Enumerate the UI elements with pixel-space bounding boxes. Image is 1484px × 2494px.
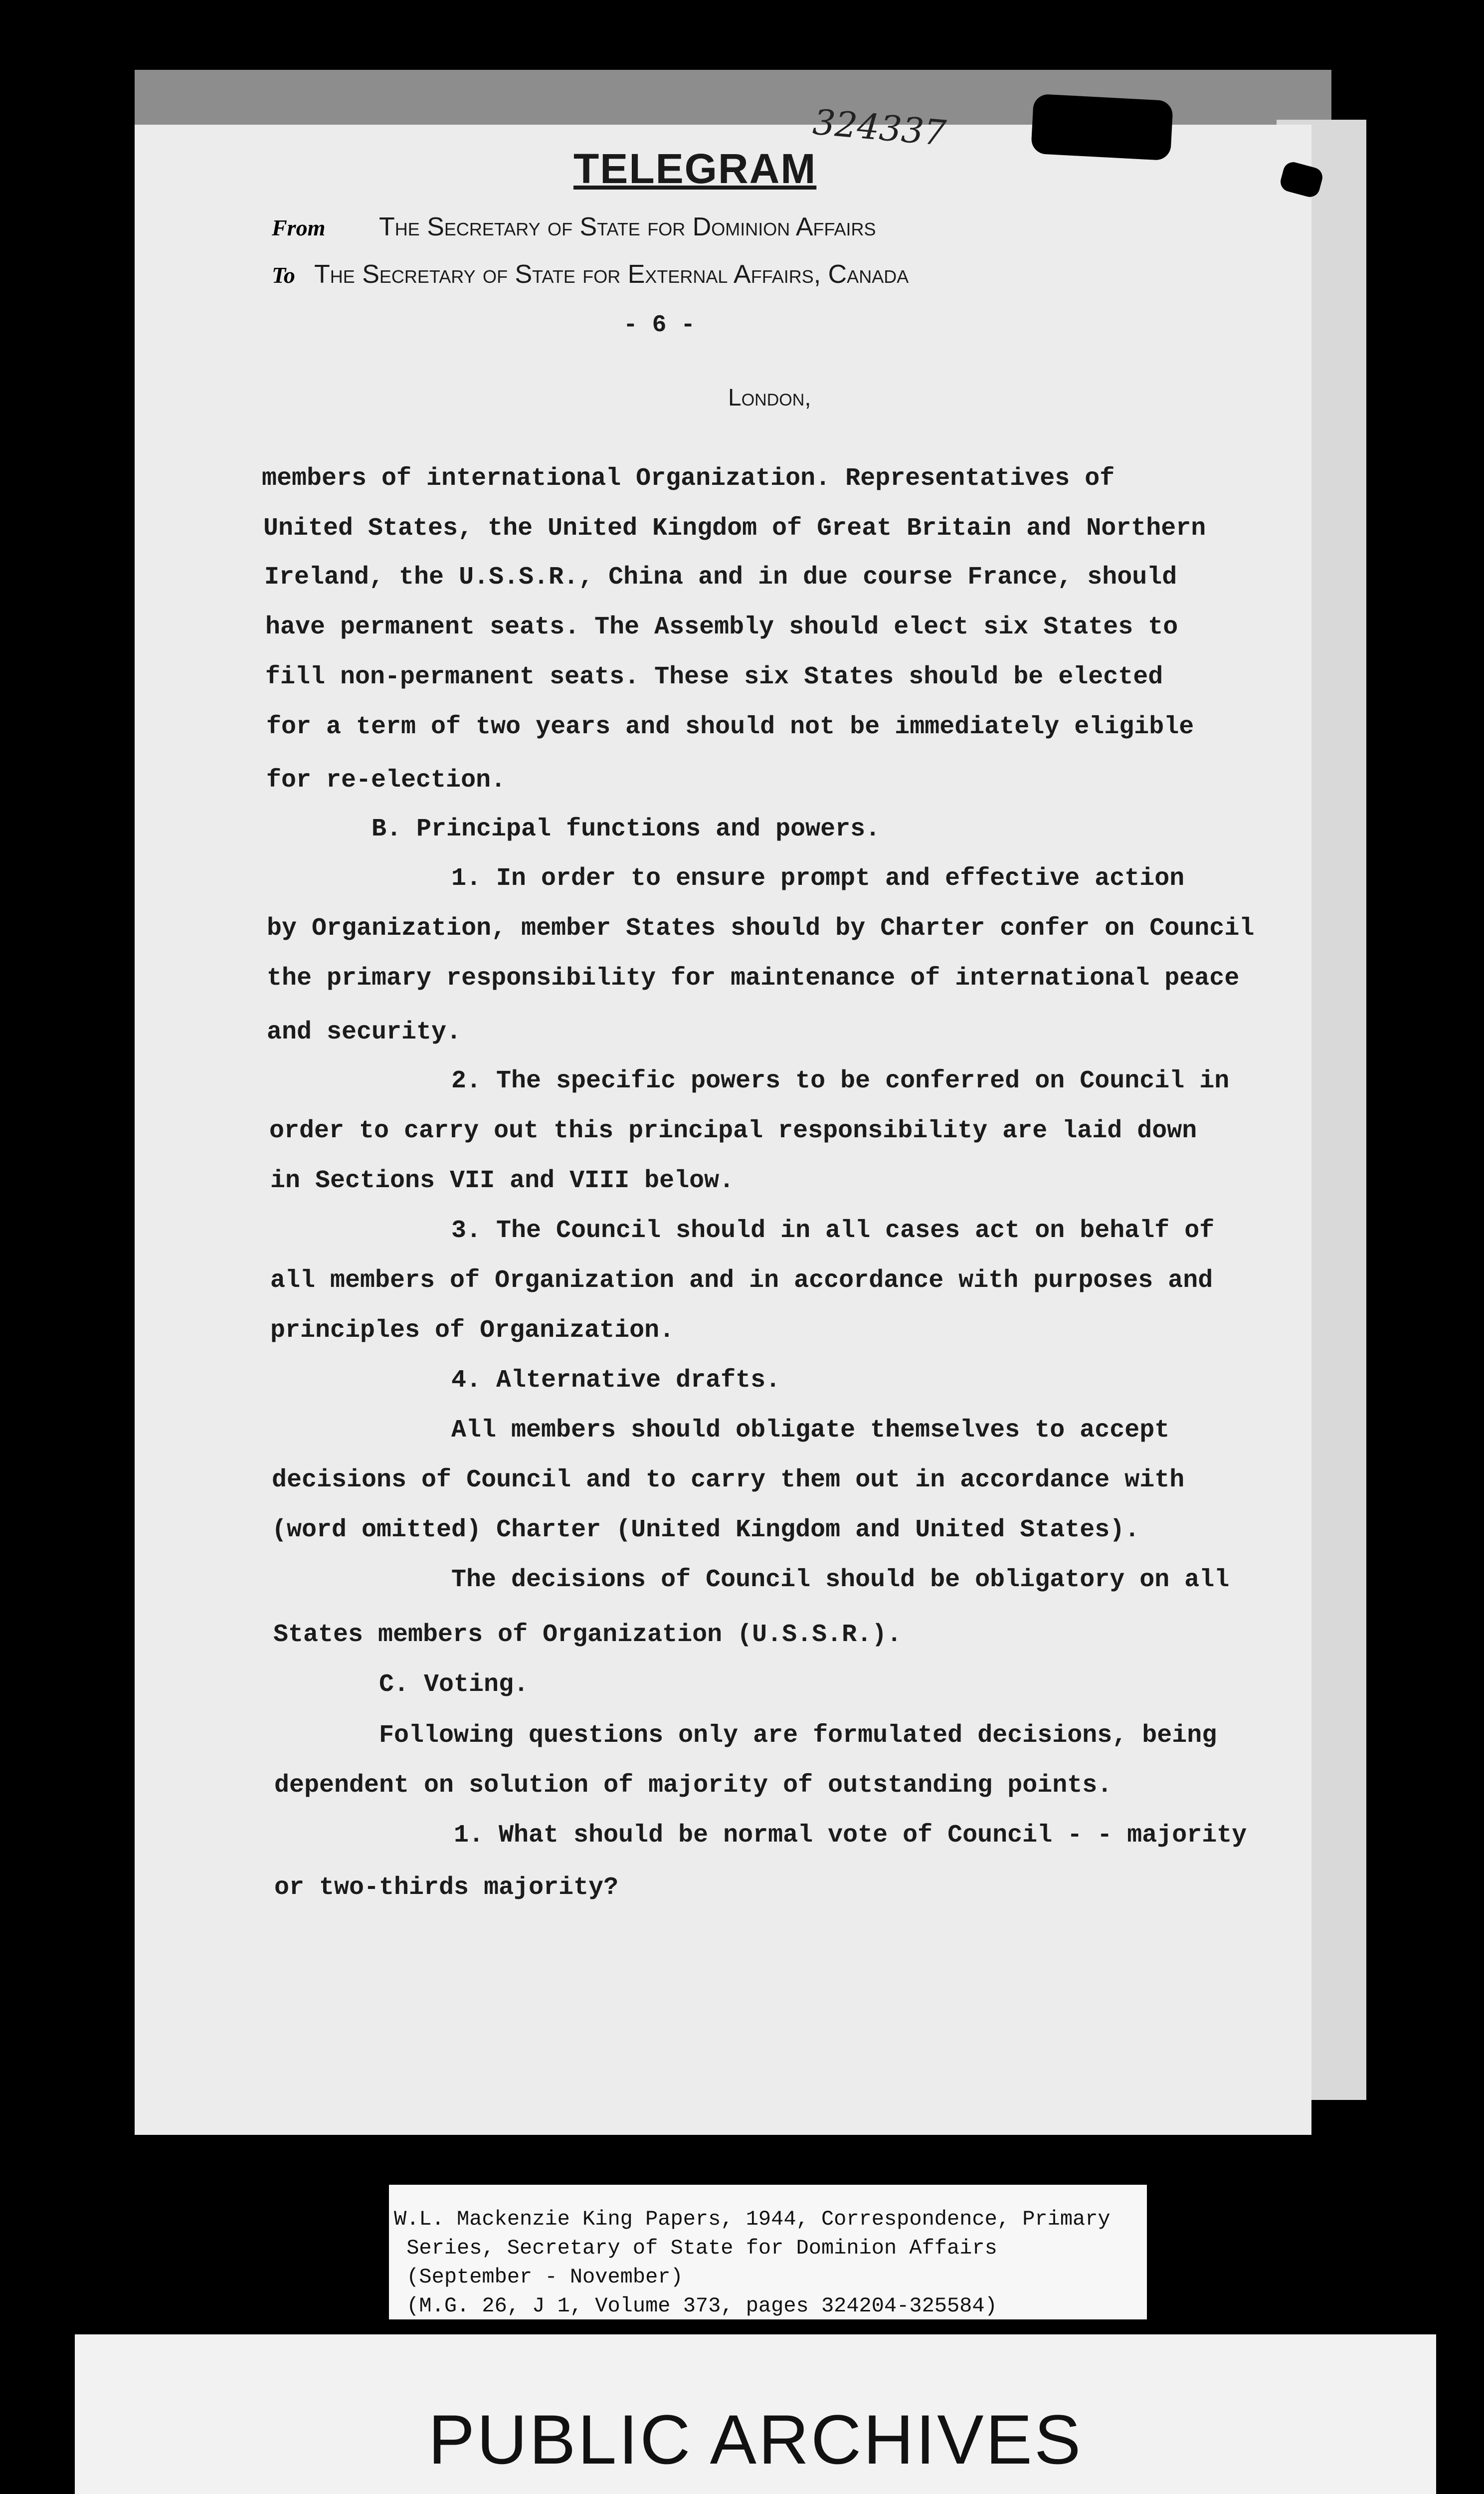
body-line: United States, the United Kingdom of Great Britain and Northern (263, 514, 1206, 543)
body-line: by Organization, member States should by Charter confer on Council (267, 914, 1255, 943)
body-line: 1. What should be normal vote of Council - - majority (454, 1821, 1247, 1850)
body-line: The decisions of Council should be obligatory on all (451, 1566, 1230, 1594)
body-line: Ireland, the U.S.S.R., China and in due course France, should (264, 563, 1177, 592)
telegram-title: TELEGRAM (573, 145, 817, 192)
body-line: States members of Organization (U.S.S.R.). (273, 1621, 902, 1649)
body-line: 3. The Council should in all cases act on behalf of (451, 1217, 1215, 1245)
citation-label (389, 2185, 1147, 2319)
archives-banner (75, 2334, 1436, 2494)
place-line: London, (728, 385, 811, 411)
body-line: have permanent seats. The Assembly should elect six States to (265, 613, 1178, 641)
archives-title-en: PUBLIC ARCHIVES (428, 2400, 1083, 2479)
tape-mark (1031, 94, 1173, 161)
from-value: The Secretary of State for Dominion Affairs (379, 212, 876, 241)
body-line: All members should obligate themselves to accept (451, 1416, 1170, 1445)
body-line: 1. In order to ensure prompt and effective action (451, 864, 1185, 893)
body-line: (word omitted) Charter (United Kingdom and United States). (272, 1516, 1140, 1544)
body-line: in Sections VII and VIII below. (270, 1167, 735, 1195)
body-line: Following questions only are formulated decisions, being (379, 1721, 1217, 1750)
body-line: all members of Organization and in accordance with purposes and (270, 1266, 1213, 1295)
body-line: 2. The specific powers to be conferred on Council in (451, 1067, 1230, 1095)
section-heading: B. Principal functions and powers. (371, 815, 881, 843)
body-line: the primary responsibility for maintenance of international peace (267, 964, 1240, 993)
body-line: dependent on solution of majority of outstanding points. (274, 1771, 1113, 1800)
body-line: for a term of two years and should not be immediately eligible (266, 713, 1194, 741)
body-line: and security. (267, 1018, 462, 1046)
citation-line: (M.G. 26, J 1, Volume 373, pages 324204-325584) (394, 2294, 997, 2318)
citation-line: W.L. Mackenzie King Papers, 1944, Correspondence, Primary (394, 2207, 1111, 2231)
body-line: fill non-permanent seats. These six States should be elected (265, 663, 1163, 691)
body-line: members of international Organization. Representatives of (262, 464, 1115, 493)
from-label: From (272, 215, 326, 240)
section-heading: C. Voting. (379, 1670, 529, 1699)
citation-line: (September - November) (394, 2265, 683, 2289)
page-number: - 6 - (623, 312, 696, 339)
to-label: To (272, 262, 295, 288)
body-line: principles of Organization. (270, 1316, 675, 1345)
body-line: order to carry out this principal responsibility are laid down (269, 1117, 1197, 1145)
body-line: or two-thirds majority? (274, 1873, 619, 1902)
document-number: 324337 (811, 101, 948, 154)
body-line: for re-election. (266, 766, 506, 795)
citation-line: Series, Secretary of State for Dominion Affairs (394, 2236, 997, 2260)
to-value: The Secretary of State for External Affairs, Canada (314, 260, 909, 289)
body-line: 4. Alternative drafts. (451, 1366, 781, 1395)
body-line: decisions of Council and to carry them out in accordance with (272, 1466, 1185, 1494)
